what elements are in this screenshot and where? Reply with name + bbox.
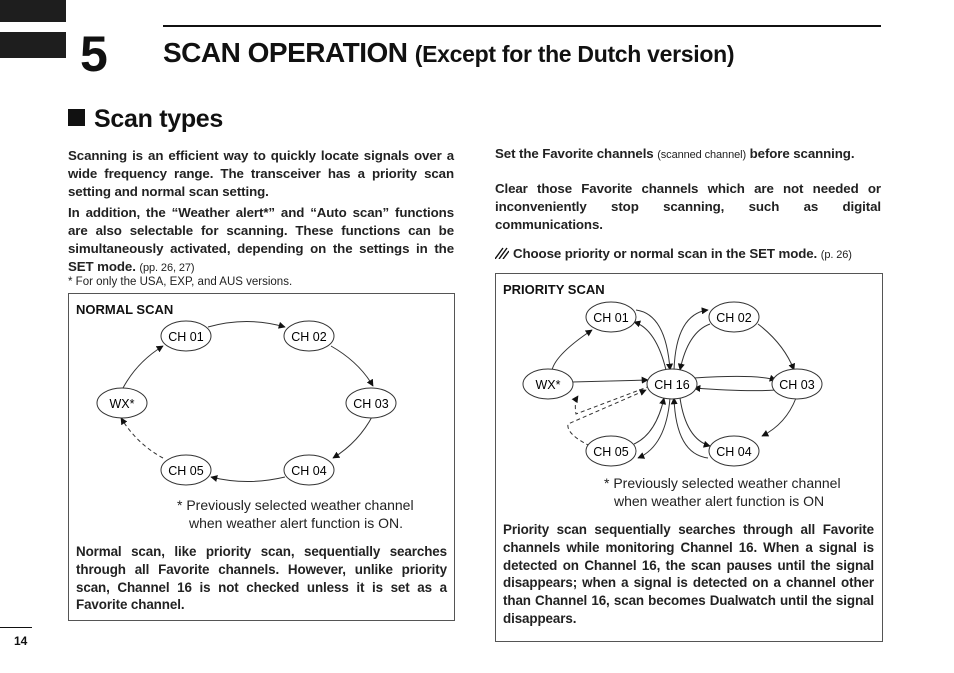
chapter-tab-bar	[0, 32, 66, 58]
chapter-number: 5	[80, 26, 108, 82]
favorite-clear-paragraph: Clear those Favorite channels which are not needed or inconveniently stop scanning, such as digital communications.	[495, 181, 881, 232]
arrow-wx-ch01	[552, 330, 592, 370]
chapter-subtitle: (Except for the Dutch version)	[414, 41, 735, 67]
favorite-set-end: before scanning.	[749, 146, 855, 161]
node-ch02	[284, 321, 334, 351]
arrow-ch02-ch16	[680, 324, 710, 370]
node-ch01	[161, 321, 211, 351]
node-ch04-label: CH 04	[291, 464, 327, 478]
arrow-ch03-ch16	[694, 388, 776, 391]
tip-page-ref: (p. 26)	[820, 249, 852, 261]
arrow-ch03-ch04	[762, 398, 796, 436]
arrow-ch16-ch04	[680, 398, 710, 446]
arrow-ch16-ch03	[694, 376, 776, 380]
arrow-ch16-ch05	[638, 398, 670, 458]
pnode-wx-label: WX*	[535, 378, 561, 392]
node-ch03	[346, 388, 396, 418]
intro-paragraph: Scanning is an efficient way to quickly locate signals over a wide frequency range. The transceiver has a priority scan setting and normal scan setting.	[68, 148, 454, 199]
normal-scan-note-line2: when weather alert function is ON.	[189, 515, 403, 531]
features-text: In addition, the “Weather alert*” and “Auto scan” functions are also selectable for scanning. These functions can be simultaneously activated, depending on the settings in the SET mode.	[68, 205, 454, 274]
scanned-channel-note: (scanned channel)	[657, 149, 747, 161]
node-ch05	[161, 455, 211, 485]
node-ch04	[284, 455, 334, 485]
node-wx	[97, 388, 147, 418]
pnode-ch16	[647, 369, 697, 399]
priority-scan-diagram	[496, 274, 882, 474]
priority-scan-box	[495, 273, 883, 642]
arrow-ch02-ch03	[331, 346, 373, 386]
pnode-ch05-label: CH 05	[593, 445, 629, 459]
arrow-ch05-wx	[121, 418, 163, 458]
pnode-ch02	[709, 302, 759, 332]
hatch-tip-icon	[495, 247, 509, 259]
arrow-ch01-ch02	[208, 322, 285, 328]
pnode-ch01-label: CH 01	[593, 311, 629, 325]
features-paragraph	[68, 204, 454, 277]
arrow-ch16-wx	[575, 386, 650, 414]
arrow-ch04-ch05	[211, 477, 285, 482]
pnode-ch04-label: CH 04	[716, 445, 752, 459]
pnode-ch01	[586, 302, 636, 332]
favorite-set-text: Set the Favorite channels	[495, 146, 654, 161]
page-number-rule	[0, 627, 32, 628]
normal-scan-note-line1: * Previously selected weather channel	[177, 497, 414, 513]
version-footnote: * For only the USA, EXP, and AUS versions.	[68, 276, 293, 288]
normal-scan-diagram	[69, 294, 454, 494]
arrow-ch04-ch16	[674, 398, 708, 458]
node-ch01-label: CH 01	[168, 330, 204, 344]
pnode-ch04	[709, 436, 759, 466]
node-wx-label: WX*	[109, 397, 135, 411]
priority-scan-note-line1: * Previously selected weather channel	[604, 475, 841, 491]
node-ch03-label: CH 03	[353, 397, 389, 411]
normal-scan-box	[68, 293, 455, 621]
page-number: 14	[14, 634, 28, 648]
favorite-set-paragraph	[495, 145, 881, 164]
arrow-ch03-ch04	[333, 415, 373, 458]
arrow-ch01-ch16	[636, 310, 670, 370]
node-ch02-label: CH 02	[291, 330, 327, 344]
header-rule	[163, 25, 881, 27]
pnode-ch05	[586, 436, 636, 466]
pnode-ch03-label: CH 03	[779, 378, 815, 392]
normal-scan-title: NORMAL SCAN	[76, 302, 174, 317]
chapter-tab-bar-top	[0, 0, 66, 22]
node-ch05-label: CH 05	[168, 464, 204, 478]
section-heading	[68, 105, 223, 134]
pnode-ch16-label: CH 16	[654, 378, 690, 392]
arrow-wx-ch16	[572, 380, 648, 382]
features-page-ref: (pp. 26, 27)	[139, 262, 195, 274]
tip-text: Choose priority or normal scan in the SET mode.	[513, 246, 818, 261]
arrow-wx-ch01	[123, 346, 163, 388]
priority-scan-description: Priority scan sequentially searches through all Favorite channels while monitoring Channel 16. When a signal is detected on Channel 16, the scan pauses until the signal disappears; when a signal is detected on a channel other than Channel 16, scan becomes Dualwatch until the signal disappears.	[503, 522, 874, 626]
priority-scan-note-line2: when weather alert function is ON	[614, 493, 825, 509]
priority-scan-title: PRIORITY SCAN	[503, 282, 605, 297]
chapter-title-main: SCAN OPERATION	[163, 37, 408, 68]
pnode-wx	[523, 369, 573, 399]
pnode-ch03	[772, 369, 822, 399]
normal-scan-description: Normal scan, like priority scan, sequentially searches through all Favorite channels. However, unlike priority scan, Channel 16 is not checked unless it is set as a Favorite channel.	[76, 544, 447, 613]
tip-line	[495, 245, 895, 264]
pnode-ch02-label: CH 02	[716, 311, 752, 325]
square-bullet-icon	[68, 109, 85, 126]
arrow-ch02-ch03	[758, 324, 794, 370]
chapter-title	[163, 37, 734, 69]
section-title: Scan types	[94, 105, 224, 133]
